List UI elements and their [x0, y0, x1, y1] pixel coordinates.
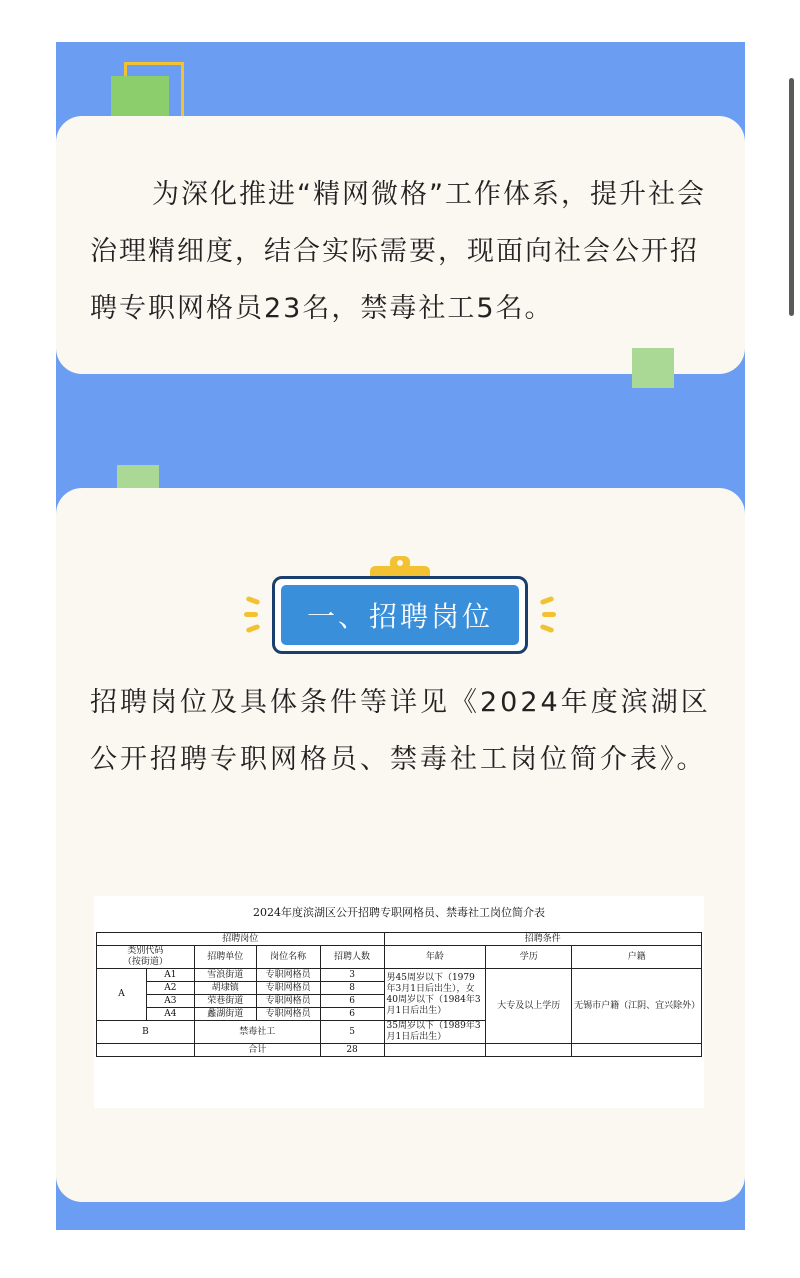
scrollbar[interactable]: [789, 78, 794, 316]
table-cell: A4: [146, 1008, 194, 1021]
table-cell: 35周岁以下（1989年3月1日后出生）: [384, 1021, 486, 1044]
sparkle-ray: [540, 596, 555, 605]
table-cell: 雪浪街道: [194, 969, 256, 982]
table-cell: 3: [320, 969, 384, 982]
section-tag-label: 一、招聘岗位: [281, 585, 519, 645]
sparkle-ray: [246, 596, 261, 605]
green-square-decoration: [632, 348, 674, 388]
table-cell: B: [97, 1021, 195, 1044]
table-cell: 大专及以上学历: [486, 969, 572, 1044]
table-header: 户籍: [572, 946, 702, 969]
sparkle-ray: [246, 624, 261, 633]
table-cell: 5: [320, 1021, 384, 1044]
table-cell: 蠡湖街道: [194, 1008, 256, 1021]
table-cell: 6: [320, 995, 384, 1008]
table-cell: 专职网格员: [256, 1008, 320, 1021]
table-header-category: [97, 946, 195, 969]
table-cell: [486, 1044, 572, 1057]
table-cell: 禁毒社工: [194, 1021, 320, 1044]
header-text: （按街道）: [122, 957, 168, 967]
table-group-header: 招聘岗位: [97, 933, 385, 946]
table-cell: 荣巷街道: [194, 995, 256, 1008]
table-cell: [384, 1044, 486, 1057]
position-table-image: [94, 896, 704, 1108]
section-tag: [240, 552, 560, 662]
intro-paragraph: 为深化推进“精网微格”工作体系，提升社会治理精细度，结合实际需要，现面向社会公开招聘专职网格员23名，禁毒社工5名。: [90, 179, 706, 324]
table-cell: A1: [146, 969, 194, 982]
table-cell: 专职网格员: [256, 969, 320, 982]
table-row: [97, 969, 702, 982]
section-tag-frame: [272, 576, 528, 654]
position-table: [96, 932, 702, 1057]
table-group-header-row: [97, 933, 702, 946]
header-text: 类别代码: [127, 946, 164, 956]
table-cell: 无锡市户籍（江阴、宜兴除外）: [572, 969, 702, 1044]
sparkle-ray: [540, 624, 555, 633]
table-header: 学历: [486, 946, 572, 969]
table-title: 2024年度滨湖区公开招聘专职网格员、禁毒社工岗位简介表: [253, 906, 545, 919]
table-group-header: 招聘条件: [384, 933, 702, 946]
table-cell: 合计: [194, 1044, 320, 1057]
table-cell: 28: [320, 1044, 384, 1057]
table-header: 招聘人数: [320, 946, 384, 969]
positions-paragraph: 招聘岗位及具体条件等详见《2024年度滨湖区公开招聘专职网格员、禁毒社工岗位简介表》。: [90, 687, 711, 775]
table-total-row: [97, 1044, 702, 1057]
table-cell: A2: [146, 982, 194, 995]
sparkle-ray: [542, 612, 556, 617]
table-cell: 专职网格员: [256, 982, 320, 995]
sparkle-ray: [244, 612, 258, 617]
table-header: 年龄: [384, 946, 486, 969]
table-cell: 胡埭镇: [194, 982, 256, 995]
table-cell: 8: [320, 982, 384, 995]
table-header: 岗位名称: [256, 946, 320, 969]
table-header: 招聘单位: [194, 946, 256, 969]
table-cell: A3: [146, 995, 194, 1008]
table-cell: 男45周岁以下（1979年3月1日后出生），女40周岁以下（1984年3月1日后出生）: [384, 969, 486, 1021]
table-cell: 专职网格员: [256, 995, 320, 1008]
table-cell: [572, 1044, 702, 1057]
table-cell: A: [97, 969, 147, 1021]
table-cell: 6: [320, 1008, 384, 1021]
table-cell: [97, 1044, 195, 1057]
table-header-row: [97, 946, 702, 969]
